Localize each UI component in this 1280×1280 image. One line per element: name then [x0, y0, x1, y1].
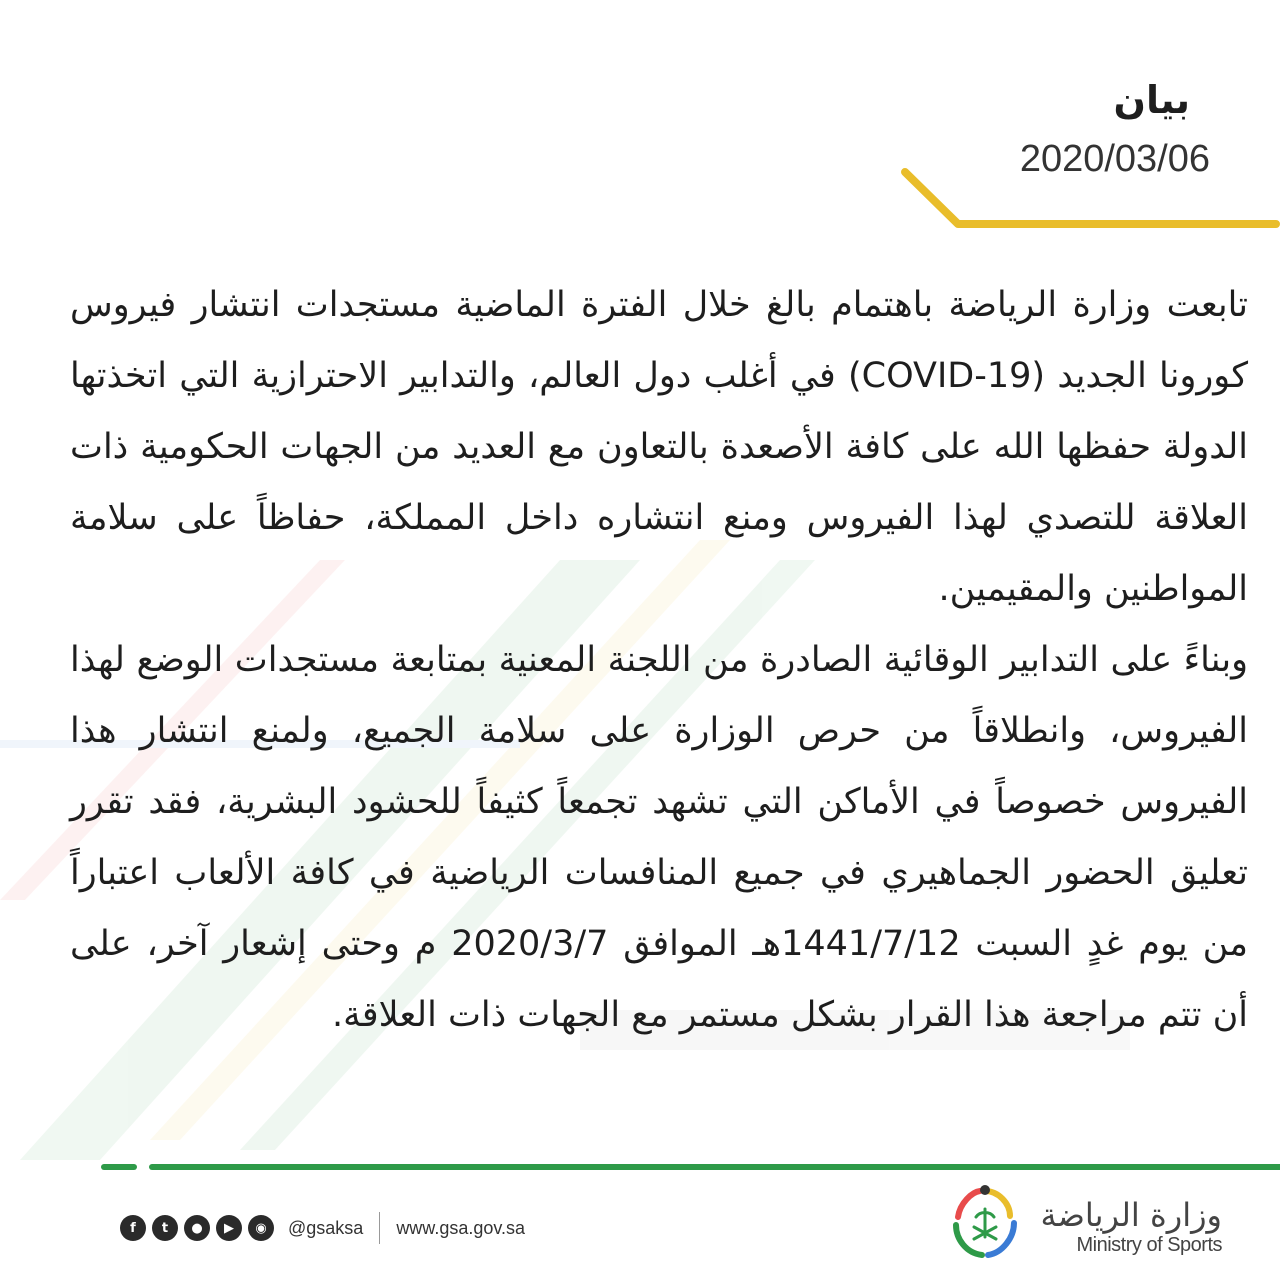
statement-date: 2020/03/06	[1019, 138, 1210, 180]
ministry-logo	[1041, 1196, 1222, 1257]
logo-english-name: Ministry of Sports	[1076, 1234, 1222, 1256]
snapchat-icon[interactable]: ●	[184, 1215, 210, 1241]
logo-arabic-name: وزارة الرياضة	[1040, 1196, 1222, 1234]
statement-body	[70, 270, 1248, 1051]
page-title: بيان	[1113, 78, 1190, 122]
footer-separator	[379, 1212, 380, 1244]
instagram-icon[interactable]: ◉	[248, 1215, 274, 1241]
paragraph-2: وبناءً على التدابير الوقائية الصادرة من اللجنة المعنية بمتابعة مستجدات الوضع لهذا الفيروس، وانطلاقاً من حرص الوزارة على سلامة الجميع، ولمنع انتشار هذا الفيروس خصوصاً في الأماكن التي تشهد تجمعاً كثيفاً للحشود البشرية، فقد تقرر تعليق الحضور الجماهيري في جميع المنافسات الرياضية في كافة الألعاب اعتباراً من يوم غدٍ السبت 1441/7/12هـ الموافق 2020/3/7 م وحتى إشعار آخر، على أن تتم مراجعة هذا القرار بشكل مستمر مع الجهات ذات العلاقة.	[70, 640, 1249, 1035]
social-handle[interactable]: @gsaksa	[288, 1217, 364, 1238]
twitter-icon[interactable]: t	[152, 1215, 178, 1241]
ministry-emblem-icon	[944, 1183, 1026, 1265]
paragraph-1: تابعت وزارة الرياضة باهتمام بالغ خلال الفترة الماضية مستجدات انتشار فيروس كورونا الجديد (COVID-19) في أغلب دول العالم، والتدابير الاحترازية التي اتخذتها الدولة حفظها الله على كافة الأصعدة بالتعاون مع العديد من الجهات الحكومية ذات العلاقة للتصدي لهذا الفيروس ومنع انتشاره داخل المملكة، حفاظاً على سلامة المواطنين والمقيمين.	[70, 285, 1248, 609]
footer-contact	[120, 1208, 525, 1248]
website-link[interactable]: www.gsa.gov.sa	[396, 1217, 526, 1238]
youtube-icon[interactable]: ▶	[216, 1215, 242, 1241]
facebook-icon[interactable]: f	[120, 1215, 146, 1241]
